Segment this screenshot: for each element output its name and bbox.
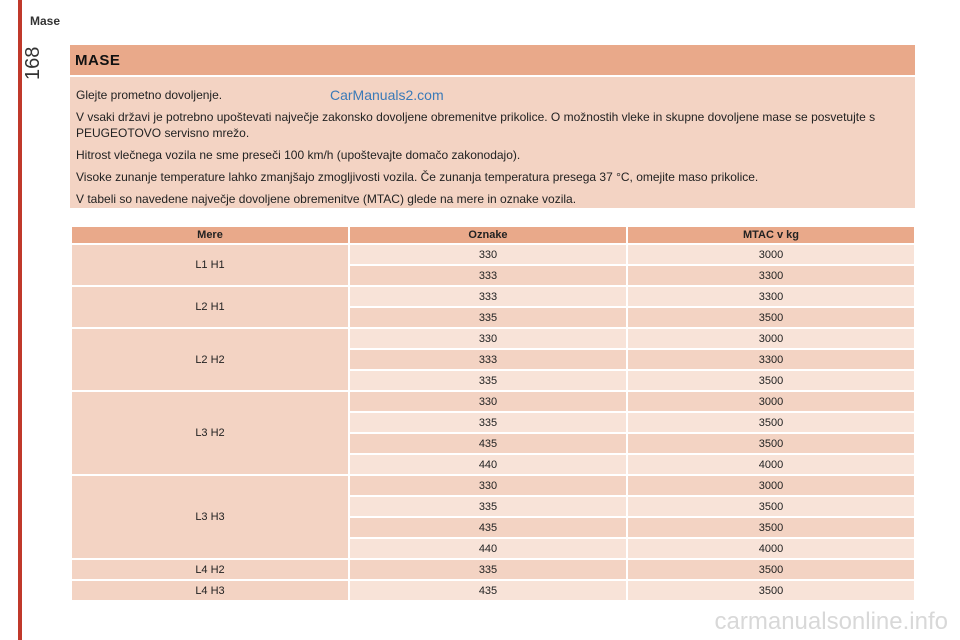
cell-mtac: 4000 bbox=[628, 539, 914, 558]
cell-mtac: 3500 bbox=[628, 518, 914, 537]
cell-mtac: 3300 bbox=[628, 266, 914, 285]
column-header-mtac: MTAC v kg bbox=[628, 227, 914, 243]
table-body bbox=[72, 245, 914, 600]
footer-watermark: carmanualsonline.info bbox=[714, 608, 948, 635]
intro-paragraph: Hitrost vlečnega vozila ne sme preseči 100 km/h (upoštevajte domačo zakonodajo). bbox=[76, 148, 521, 162]
table-row bbox=[72, 581, 914, 600]
cell-oznake: 435 bbox=[350, 434, 626, 453]
table-row bbox=[72, 560, 914, 579]
cell-oznake: 330 bbox=[350, 329, 626, 348]
table-row bbox=[72, 245, 914, 264]
cell-oznake: 330 bbox=[350, 245, 626, 264]
cell-oznake: 435 bbox=[350, 518, 626, 537]
cell-oznake: 333 bbox=[350, 266, 626, 285]
cell-mtac: 3500 bbox=[628, 581, 914, 600]
cell-oznake: 440 bbox=[350, 539, 626, 558]
section-title: MASE bbox=[75, 52, 121, 69]
table-row bbox=[72, 287, 914, 306]
cell-oznake: 335 bbox=[350, 308, 626, 327]
intro-paragraph: V vsaki državi je potrebno upoštevati največje zakonsko dovoljene obremenitve prikolice. O možnostih vleke in skupne dovoljene mase se posvetujte s PEUGEOTOVO servisno mrežo. bbox=[76, 110, 876, 140]
cell-mtac: 3500 bbox=[628, 371, 914, 390]
cell-oznake: 335 bbox=[350, 497, 626, 516]
table-row bbox=[72, 329, 914, 348]
intro-paragraph: V tabeli so navedene največje dovoljene obremenitve (MTAC) glede na mere in oznake vozila. bbox=[76, 192, 577, 206]
cell-oznake: 333 bbox=[350, 350, 626, 369]
column-header-mere: Mere bbox=[72, 227, 348, 243]
table-row bbox=[72, 392, 914, 411]
cell-mere: L3 H3 bbox=[72, 476, 348, 558]
cell-oznake: 335 bbox=[350, 413, 626, 432]
page-number: 168 bbox=[22, 46, 44, 80]
cell-oznake: 330 bbox=[350, 476, 626, 495]
cell-mtac: 3000 bbox=[628, 392, 914, 411]
cell-mtac: 3000 bbox=[628, 476, 914, 495]
cell-oznake: 335 bbox=[350, 560, 626, 579]
cell-mtac: 3300 bbox=[628, 287, 914, 306]
cell-mtac: 3000 bbox=[628, 245, 914, 264]
intro-box bbox=[70, 77, 915, 208]
cell-mtac: 4000 bbox=[628, 455, 914, 474]
cell-mere: L1 H1 bbox=[72, 245, 348, 285]
cell-oznake: 333 bbox=[350, 287, 626, 306]
cell-mere: L2 H2 bbox=[72, 329, 348, 390]
table-row bbox=[72, 476, 914, 495]
cell-mtac: 3000 bbox=[628, 329, 914, 348]
cell-mtac: 3500 bbox=[628, 434, 914, 453]
intro-paragraph: Glejte prometno dovoljenje. bbox=[76, 88, 223, 102]
cell-mere: L4 H2 bbox=[72, 560, 348, 579]
cell-mere: L3 H2 bbox=[72, 392, 348, 474]
cell-oznake: 335 bbox=[350, 371, 626, 390]
cell-mtac: 3500 bbox=[628, 308, 914, 327]
cell-mere: L4 H3 bbox=[72, 581, 348, 600]
cell-oznake: 330 bbox=[350, 392, 626, 411]
page-edge-rule bbox=[18, 0, 22, 640]
column-header-oznake: Oznake bbox=[350, 227, 626, 243]
cell-mtac: 3500 bbox=[628, 560, 914, 579]
cell-mtac: 3500 bbox=[628, 413, 914, 432]
running-title: Mase bbox=[30, 14, 61, 28]
cell-mtac: 3500 bbox=[628, 497, 914, 516]
table-header-row bbox=[72, 227, 914, 243]
cell-mere: L2 H1 bbox=[72, 287, 348, 327]
mase-table bbox=[70, 225, 916, 602]
cell-oznake: 440 bbox=[350, 455, 626, 474]
cell-oznake: 435 bbox=[350, 581, 626, 600]
intro-paragraph: Visoke zunanje temperature lahko zmanjšajo zmogljivosti vozila. Če zunanja temperatura presega 37 °C, omejite maso prikolice. bbox=[76, 170, 759, 184]
cell-mtac: 3300 bbox=[628, 350, 914, 369]
watermark-link[interactable]: CarManuals2.com bbox=[330, 87, 444, 103]
section-header bbox=[70, 45, 915, 75]
